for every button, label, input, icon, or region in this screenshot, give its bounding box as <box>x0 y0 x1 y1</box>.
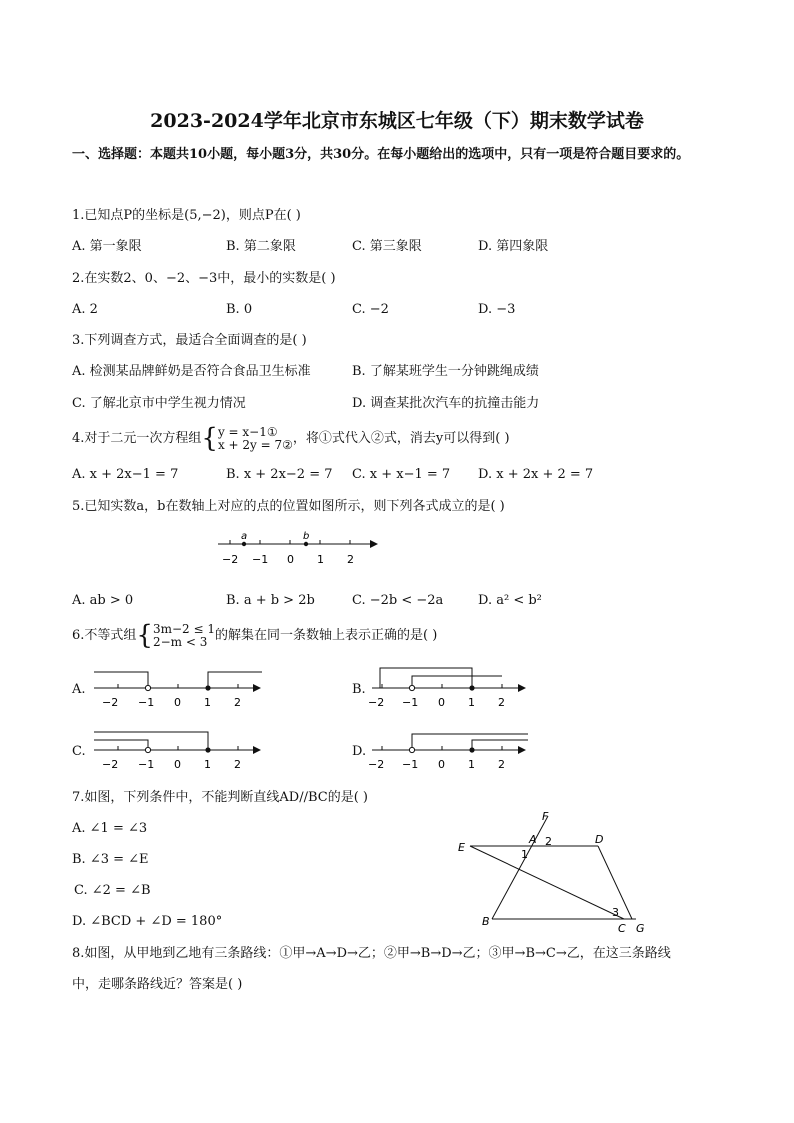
label-e: E <box>458 841 465 854</box>
tick-label: 0 <box>438 758 445 771</box>
q5-option-a: A. ab > 0 <box>72 593 134 608</box>
q5-option-b: B. a + b > 2b <box>226 593 315 608</box>
question-3: 3.下列调查方式，最适合全面调查的是( ) <box>72 333 307 348</box>
question-2: 2.在实数2、0、−2、−3中，最小的实数是( ) <box>72 271 336 286</box>
q6-option-b-line <box>368 664 548 710</box>
label-d: D <box>595 833 604 846</box>
q7-option-c: C. ∠2 = ∠B <box>74 883 151 898</box>
q1-option-a: A. 第一象限 <box>72 239 142 254</box>
q6-label-c: C. <box>72 744 86 759</box>
q4-eq1: y = x−1① <box>217 424 278 439</box>
tick-label: −1 <box>252 553 269 566</box>
tick-label: 0 <box>287 553 294 566</box>
question-8-line-1: 8.如图，从甲地到乙地有三条路线：①甲→A→D→乙；②甲→B→D→乙；③甲→B→C→乙，在这三条路线 <box>72 946 671 961</box>
q6-label-a: A. <box>72 682 86 697</box>
q4-option-d: D. x + 2x + 2 = 7 <box>478 467 594 482</box>
question-5: 5.已知实数a，b在数轴上对应的点的位置如图所示，则下列各式成立的是( ) <box>72 499 505 514</box>
q7-geometry-figure <box>452 808 672 940</box>
q6-label-b: B. <box>352 682 366 697</box>
q6-label-d: D. <box>352 744 367 759</box>
tick-label: 1 <box>468 758 475 771</box>
q6-prefix: 6.不等式组 <box>72 628 137 643</box>
tick-label: 0 <box>174 758 181 771</box>
q3-option-b: B. 了解某班学生一分钟跳绳成绩 <box>352 364 539 379</box>
label-c: C <box>618 922 626 935</box>
tick-label: −1 <box>402 758 419 771</box>
line-bf <box>492 816 548 919</box>
q4-option-a: A. x + 2x−1 = 7 <box>72 467 179 482</box>
q5-option-c: C. −2b < −2a <box>352 593 444 608</box>
q6-option-a-line <box>90 664 270 710</box>
q5-option-d: D. a² < b² <box>478 593 542 608</box>
q6-ineq1: 3m−2 ≤ 1 <box>152 621 215 636</box>
q2-option-c: C. −2 <box>352 302 389 317</box>
label-a: a <box>241 531 248 542</box>
tick-label: −1 <box>402 696 419 709</box>
label-a: A <box>529 833 537 846</box>
tick-label: −2 <box>368 696 385 709</box>
tick-label: −2 <box>102 758 119 771</box>
q3-option-c: C. 了解北京市中学生视力情况 <box>72 396 246 411</box>
q2-option-d: D. −3 <box>478 302 516 317</box>
tick-label: 2 <box>234 758 241 771</box>
axis-arrow <box>370 540 378 548</box>
tick-label: 1 <box>204 696 211 709</box>
tick-label: −1 <box>138 758 155 771</box>
line-ec <box>470 846 624 919</box>
tick-label: −2 <box>102 696 119 709</box>
q7-option-d: D. ∠BCD + ∠D = 180° <box>72 914 223 929</box>
q5-number-line <box>210 528 380 570</box>
section-heading: 一、选择题：本题共10小题，每小题3分，共30分。在每小题给出的选项中，只有一项是符合题目要求的。 <box>72 147 690 162</box>
q3-option-a: A. 检测某品牌鲜奶是否符合食品卫生标准 <box>72 364 311 379</box>
tick-label: 0 <box>174 696 181 709</box>
q2-option-b: B. 0 <box>226 302 253 317</box>
q6-brace: { <box>136 620 153 651</box>
q4-prefix: 4.对于二元一次方程组 <box>72 431 202 446</box>
q4-system <box>218 426 293 452</box>
q1-option-c: C. 第三象限 <box>352 239 422 254</box>
question-1: 1.已知点P的坐标是(5,−2)，则点P在( ) <box>72 208 301 223</box>
q7-option-a: A. ∠1 = ∠3 <box>72 821 148 836</box>
label-g: G <box>636 922 645 935</box>
q6-option-c-line <box>90 726 270 772</box>
label-angle-2: 2 <box>545 835 552 848</box>
tick-label: 1 <box>468 696 475 709</box>
tick-label: 1 <box>317 553 324 566</box>
tick-label: 2 <box>234 696 241 709</box>
tick-label: 1 <box>204 758 211 771</box>
q4-suffix: ，将①式代入②式，消去y可以得到( ) <box>292 431 510 446</box>
tick-label: 2 <box>498 696 505 709</box>
question-8-line-2: 中，走哪条路线近？答案是( ) <box>72 977 243 992</box>
tick-label: 2 <box>498 758 505 771</box>
point-a <box>242 542 246 546</box>
tick-label: −1 <box>138 696 155 709</box>
q4-brace: { <box>201 423 218 454</box>
q4-option-c: C. x + x−1 = 7 <box>352 467 451 482</box>
tick-label: 2 <box>347 553 354 566</box>
question-4 <box>72 424 510 454</box>
q6-suffix: 的解集在同一条数轴上表示正确的是( ) <box>214 628 438 643</box>
q4-eq2: x + 2y = 7② <box>217 437 293 452</box>
q6-system <box>153 623 215 649</box>
question-7: 7.如图，下列条件中，不能判断直线AD//BC的是( ) <box>72 790 368 805</box>
tick-label: −2 <box>368 758 385 771</box>
label-b: b <box>303 531 310 542</box>
q2-option-a: A. 2 <box>72 302 98 317</box>
tick-label: −2 <box>222 553 239 566</box>
page-title: 2023-2024学年北京市东城区七年级（下）期末数学试卷 <box>150 110 644 132</box>
q1-option-d: D. 第四象限 <box>478 239 549 254</box>
q7-option-b: B. ∠3 = ∠E <box>72 852 149 867</box>
q1-option-b: B. 第二象限 <box>226 239 296 254</box>
label-f: F <box>542 810 549 823</box>
label-b: B <box>482 915 490 928</box>
q6-ineq2: 2−m < 3 <box>152 634 208 649</box>
question-6 <box>72 621 437 651</box>
q6-option-d-line <box>368 726 548 772</box>
point-b <box>304 542 308 546</box>
label-angle-3: 3 <box>612 906 619 919</box>
q4-option-b: B. x + 2x−2 = 7 <box>226 467 333 482</box>
tick-label: 0 <box>438 696 445 709</box>
label-angle-1: 1 <box>521 848 528 861</box>
q3-option-d: D. 调查某批次汽车的抗撞击能力 <box>352 396 540 411</box>
